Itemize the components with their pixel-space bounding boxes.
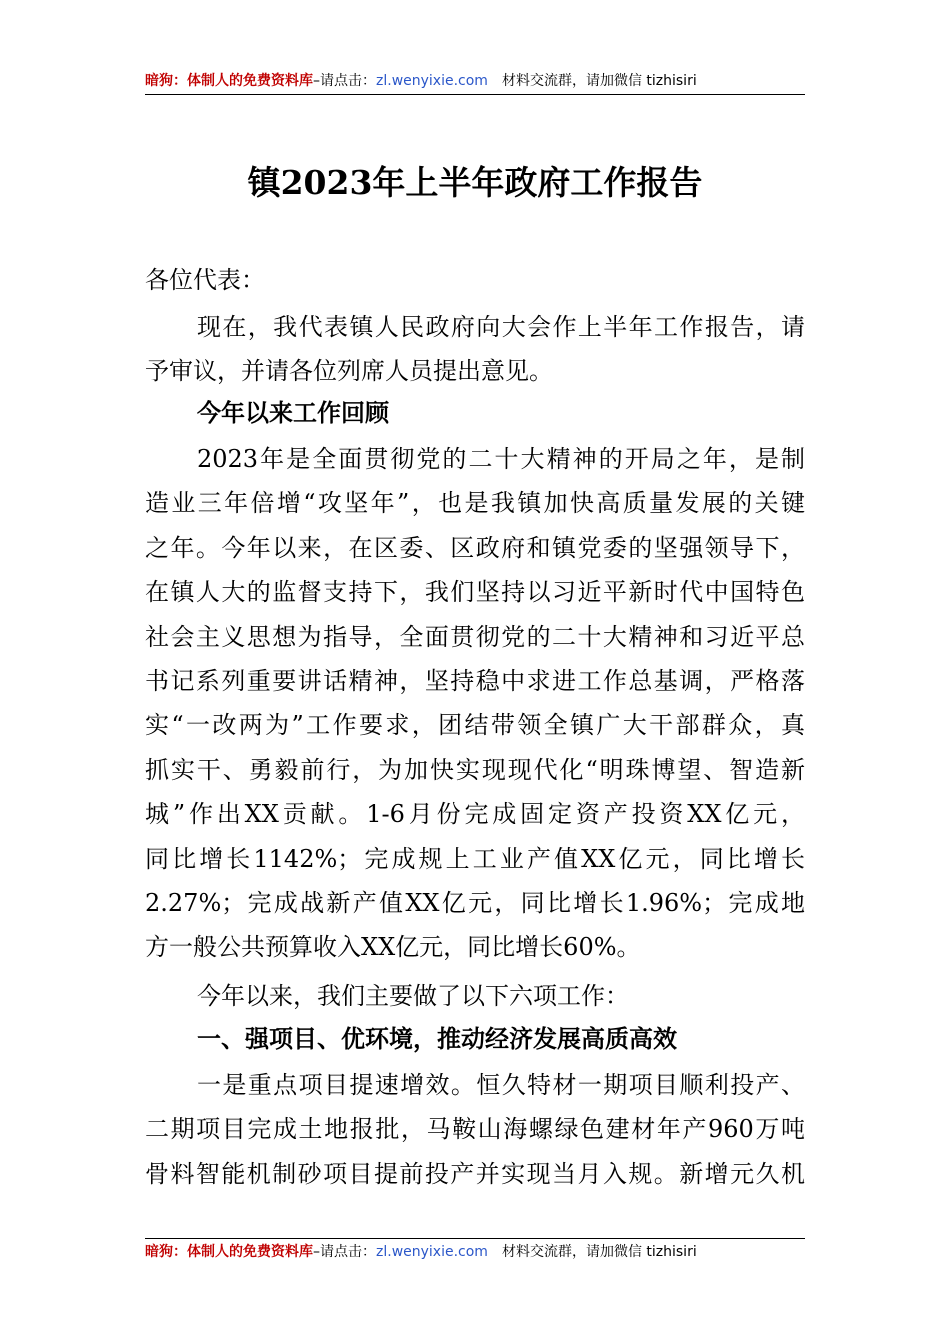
footer-prompt: –请点击： (313, 1244, 376, 1260)
banner-group-note: 材料交流群，请加微信 tizhisiri (501, 73, 697, 89)
salutation: 各位代表： (145, 266, 265, 294)
document-title: 镇2023年上半年政府工作报告 (247, 163, 703, 202)
banner-brand: 暗狗：体制人的免费资料库 (145, 73, 313, 89)
six-tasks-line: 今年以来，我们主要做了以下六项工作： (197, 982, 629, 1010)
section-heading: 今年以来工作回顾 (197, 399, 389, 427)
banner-prompt: –请点击： (313, 73, 376, 89)
footer-rule (145, 1238, 805, 1239)
footer-brand: 暗狗：体制人的免费资料库 (145, 1244, 313, 1260)
review-paragraph: 2023年是全面贯彻党的二十大精神的开局之年，是制 造业三年倍增“攻坚年”，也是我镇加快高质量发展的关键 之年。今年以来，在区委、区政府和镇党委的坚强领导下， 在镇人大的监督支持下，我们坚持以习近平新时代中国特色 社会主义思想为指导，全面贯彻党的二十大精神和习近平总 书记系列重要讲话精神，坚持稳中求进工作总基调，严格落 实“一改两为”工作要求，团结带领全镇广大干部群众，真 抓实干、勇毅前行，为加快实现现代化“明珠博望、智造新 城”作出XX贡献。1-6月份完成固定资产投资XX亿元， 同比增长1142%；完成规上工业产值XX亿元，同比增长 2.27%；完成战新产值XX亿元，同比增长1.96%；完成地 方一般公共预算收入XX亿元，同比增长60%。 (145, 445, 805, 962)
header-rule (145, 94, 805, 95)
footer-group-note: 材料交流群，请加微信 tizhisiri (501, 1244, 697, 1260)
header-banner (145, 72, 805, 90)
footer-banner (145, 1243, 805, 1261)
intro-paragraph: 现在，我代表镇人民政府向大会作上半年工作报告，请 予审议，并请各位列席人员提出意见。 (145, 313, 805, 386)
part-one-paragraph: 一是重点项目提速增效。恒久特材一期项目顺利投产、 二期项目完成土地报批，马鞍山海螺绿色建材年产960万吨 骨料智能机制砂项目提前投产并实现当月入规。新增元久机 (145, 1071, 805, 1188)
banner-link[interactable]: zl.wenyixie.com (376, 73, 488, 89)
footer-link[interactable]: zl.wenyixie.com (376, 1244, 488, 1260)
part-one-heading: 一、强项目、优环境，推动经济发展高质高效 (197, 1025, 677, 1053)
